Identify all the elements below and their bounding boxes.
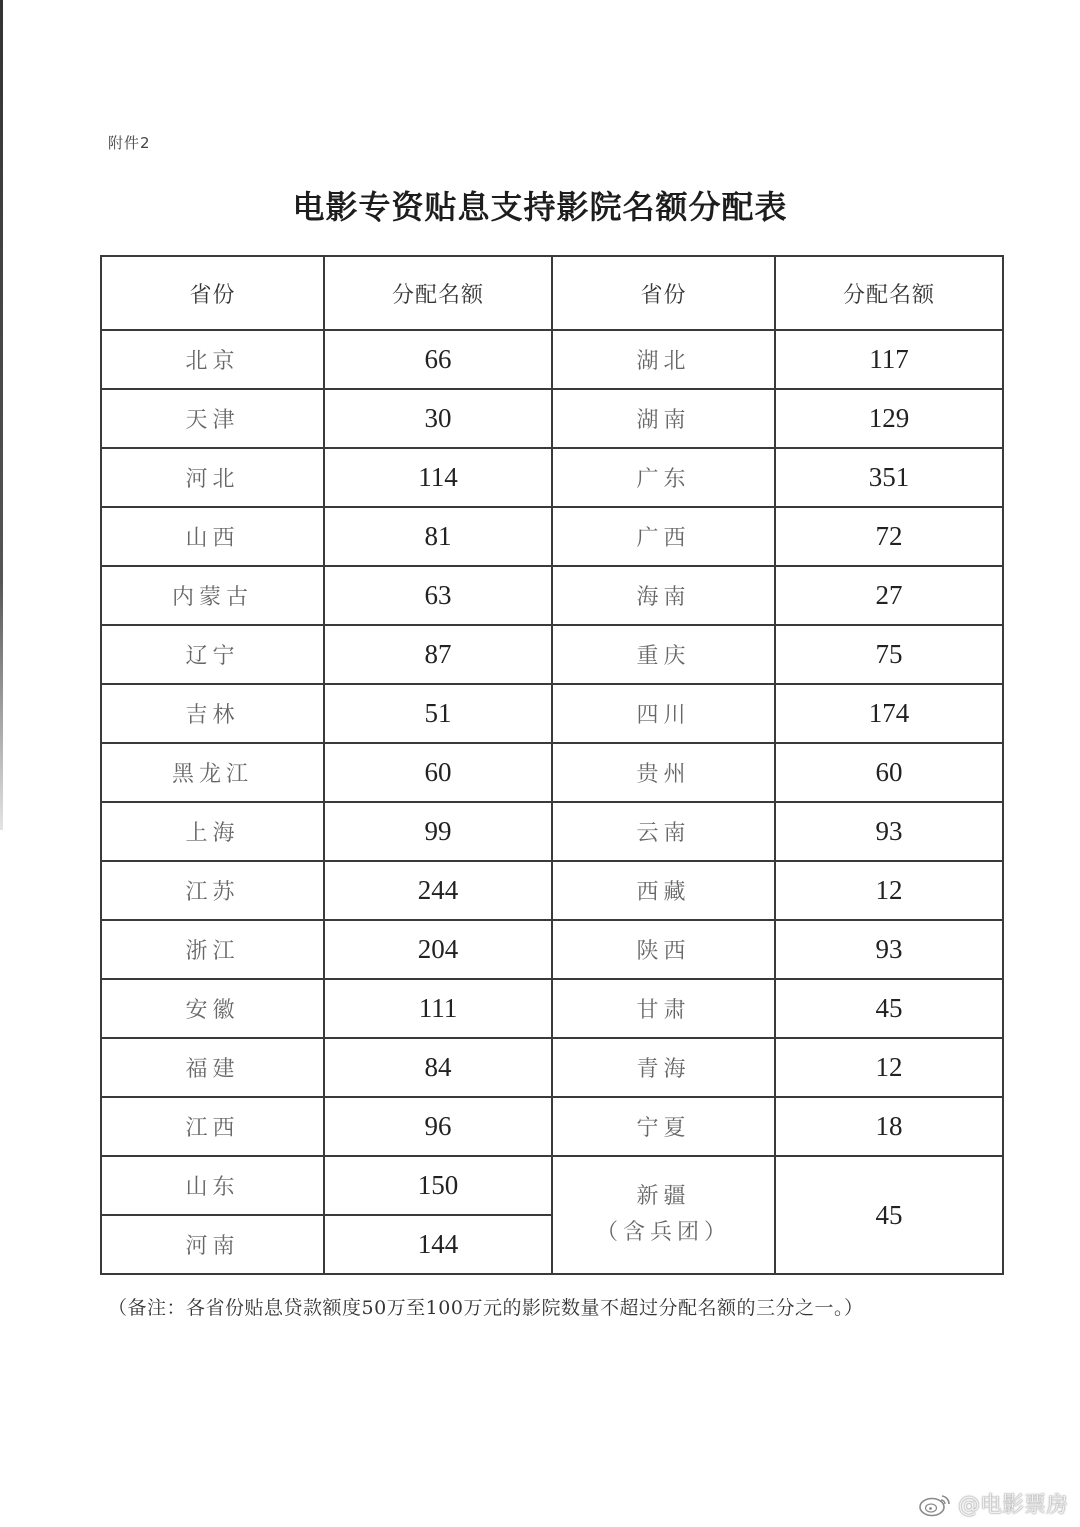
province-cell: 广西 [552, 507, 775, 566]
table-row [101, 684, 1003, 743]
quota-cell: 27 [775, 566, 1003, 625]
quota-cell: 114 [324, 448, 552, 507]
province-cell: 河北 [101, 448, 324, 507]
province-name: 新疆 [636, 1184, 691, 1209]
table-row [101, 566, 1003, 625]
province-cell: 重庆 [552, 625, 775, 684]
quota-cell: 45 [775, 979, 1003, 1038]
quota-cell: 51 [324, 684, 552, 743]
province-cell: 甘肃 [552, 979, 775, 1038]
province-cell: 北京 [101, 330, 324, 389]
province-cell: 海南 [552, 566, 775, 625]
table-row [101, 1038, 1003, 1097]
quota-cell: 93 [775, 920, 1003, 979]
quota-cell: 174 [775, 684, 1003, 743]
province-note: （含兵团） [595, 1220, 731, 1245]
province-cell: 内蒙古 [101, 566, 324, 625]
quota-cell: 63 [324, 566, 552, 625]
quota-cell: 75 [775, 625, 1003, 684]
province-cell: 云南 [552, 802, 775, 861]
quota-cell-merged: 45 [775, 1156, 1003, 1274]
quota-cell: 144 [324, 1215, 552, 1274]
quota-allocation-table [100, 255, 1004, 1275]
table-row [101, 802, 1003, 861]
province-cell: 湖北 [552, 330, 775, 389]
province-cell: 广东 [552, 448, 775, 507]
quota-cell: 60 [775, 743, 1003, 802]
watermark [918, 1488, 1068, 1519]
quota-cell: 117 [775, 330, 1003, 389]
province-cell: 山东 [101, 1156, 324, 1215]
province-cell: 黑龙江 [101, 743, 324, 802]
table-row [101, 861, 1003, 920]
quota-cell: 96 [324, 1097, 552, 1156]
quota-cell: 84 [324, 1038, 552, 1097]
header-quota-left: 分配名额 [324, 256, 552, 330]
scan-page-edge [0, 0, 3, 830]
province-cell: 安徽 [101, 979, 324, 1038]
quota-cell: 204 [324, 920, 552, 979]
quota-cell: 72 [775, 507, 1003, 566]
table-row [101, 448, 1003, 507]
header-quota-right: 分配名额 [775, 256, 1003, 330]
quota-cell: 351 [775, 448, 1003, 507]
table-row [101, 507, 1003, 566]
province-cell: 江西 [101, 1097, 324, 1156]
header-province-right: 省份 [552, 256, 775, 330]
table-row [101, 1097, 1003, 1156]
province-cell: 辽宁 [101, 625, 324, 684]
province-cell-merged [552, 1156, 775, 1274]
quota-cell: 12 [775, 861, 1003, 920]
quota-cell: 93 [775, 802, 1003, 861]
province-cell: 陕西 [552, 920, 775, 979]
attachment-label: 附件2 [108, 134, 151, 152]
province-cell: 宁夏 [552, 1097, 775, 1156]
quota-cell: 66 [324, 330, 552, 389]
weibo-icon [918, 1491, 952, 1517]
footnote: （备注：各省份贴息贷款额度50万至100万元的影院数量不超过分配名额的三分之一。） [108, 1297, 864, 1319]
province-cell: 浙江 [101, 920, 324, 979]
quota-cell: 81 [324, 507, 552, 566]
province-cell: 西藏 [552, 861, 775, 920]
quota-cell: 87 [324, 625, 552, 684]
quota-cell: 244 [324, 861, 552, 920]
province-cell: 河南 [101, 1215, 324, 1274]
table-row [101, 389, 1003, 448]
table-row [101, 1156, 1003, 1215]
table-header-row [101, 256, 1003, 330]
province-cell: 福建 [101, 1038, 324, 1097]
quota-cell: 111 [324, 979, 552, 1038]
province-cell: 江苏 [101, 861, 324, 920]
quota-cell: 30 [324, 389, 552, 448]
quota-cell: 60 [324, 743, 552, 802]
quota-cell: 18 [775, 1097, 1003, 1156]
quota-cell: 12 [775, 1038, 1003, 1097]
province-cell: 湖南 [552, 389, 775, 448]
province-cell: 贵州 [552, 743, 775, 802]
province-cell: 山西 [101, 507, 324, 566]
header-province-left: 省份 [101, 256, 324, 330]
table-row [101, 743, 1003, 802]
document-title: 电影专资贴息支持影院名额分配表 [292, 188, 788, 226]
province-cell: 四川 [552, 684, 775, 743]
table-row [101, 625, 1003, 684]
table-row [101, 330, 1003, 389]
quota-cell: 129 [775, 389, 1003, 448]
quota-cell: 99 [324, 802, 552, 861]
province-cell: 吉林 [101, 684, 324, 743]
quota-cell: 150 [324, 1156, 552, 1215]
province-cell: 青海 [552, 1038, 775, 1097]
table-row [101, 979, 1003, 1038]
watermark-text: @电影票房 [957, 1493, 1068, 1518]
province-cell: 天津 [101, 389, 324, 448]
province-cell: 上海 [101, 802, 324, 861]
table-row [101, 920, 1003, 979]
